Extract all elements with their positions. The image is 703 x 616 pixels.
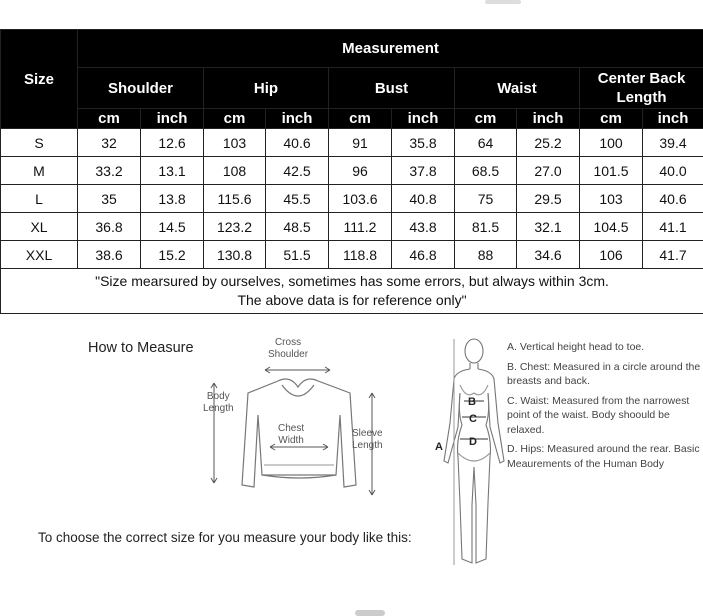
unit-header: cm bbox=[455, 109, 517, 129]
bottom-edge-shadow bbox=[355, 610, 385, 616]
human-body-figure bbox=[430, 333, 505, 578]
value-cell: 25.2 bbox=[517, 129, 580, 157]
value-cell: 41.7 bbox=[643, 241, 703, 269]
value-cell: 88 bbox=[455, 241, 517, 269]
value-cell: 115.6 bbox=[204, 185, 266, 213]
value-cell: 96 bbox=[329, 157, 392, 185]
marker-a: A bbox=[435, 441, 443, 453]
value-cell: 33.2 bbox=[78, 157, 141, 185]
value-cell: 75 bbox=[455, 185, 517, 213]
marker-c: C bbox=[469, 413, 477, 425]
sleeve-length-label: Sleeve Length bbox=[352, 428, 383, 451]
unit-header: cm bbox=[329, 109, 392, 129]
description-a: A. Vertical height head to toe. bbox=[507, 341, 645, 353]
value-cell: 13.1 bbox=[141, 157, 204, 185]
table-row bbox=[1, 129, 703, 157]
value-cell: 27.0 bbox=[517, 157, 580, 185]
value-cell: 81.5 bbox=[455, 213, 517, 241]
value-cell: 35.8 bbox=[392, 129, 455, 157]
unit-header: cm bbox=[580, 109, 643, 129]
value-cell: 40.0 bbox=[643, 157, 703, 185]
measurement-header: Measurement bbox=[78, 30, 703, 68]
value-cell: 36.8 bbox=[78, 213, 141, 241]
value-cell: 14.5 bbox=[141, 213, 204, 241]
group-header-shoulder: Shoulder bbox=[78, 68, 204, 109]
unit-header: cm bbox=[78, 109, 141, 129]
value-cell: 103 bbox=[204, 129, 266, 157]
table-footnote bbox=[1, 269, 703, 314]
group-header-hip: Hip bbox=[204, 68, 329, 109]
value-cell: 35 bbox=[78, 185, 141, 213]
value-cell: 39.4 bbox=[643, 129, 703, 157]
value-cell: 68.5 bbox=[455, 157, 517, 185]
value-cell: 64 bbox=[455, 129, 517, 157]
value-cell: 29.5 bbox=[517, 185, 580, 213]
size-cell: XL bbox=[1, 213, 78, 241]
value-cell: 106 bbox=[580, 241, 643, 269]
marker-b: B bbox=[468, 396, 476, 408]
value-cell: 40.8 bbox=[392, 185, 455, 213]
value-cell: 46.8 bbox=[392, 241, 455, 269]
unit-header: inch bbox=[141, 109, 204, 129]
description-b: B. Chest: Measured in a circle around the breasts and back. bbox=[507, 360, 701, 387]
value-cell: 103.6 bbox=[329, 185, 392, 213]
table-row bbox=[1, 241, 703, 269]
value-cell: 108 bbox=[204, 157, 266, 185]
value-cell: 100 bbox=[580, 129, 643, 157]
size-header: Size bbox=[1, 30, 78, 129]
value-cell: 48.5 bbox=[266, 213, 329, 241]
value-cell: 13.8 bbox=[141, 185, 204, 213]
value-cell: 43.8 bbox=[392, 213, 455, 241]
value-cell: 38.6 bbox=[78, 241, 141, 269]
size-chart-table bbox=[0, 29, 703, 314]
top-edge-shadow bbox=[485, 0, 521, 4]
marker-d: D bbox=[469, 436, 477, 448]
size-cell: M bbox=[1, 157, 78, 185]
unit-header: inch bbox=[517, 109, 580, 129]
table-row bbox=[1, 185, 703, 213]
value-cell: 15.2 bbox=[141, 241, 204, 269]
value-cell: 118.8 bbox=[329, 241, 392, 269]
value-cell: 111.2 bbox=[329, 213, 392, 241]
value-cell: 51.5 bbox=[266, 241, 329, 269]
body-length-label: Body Length bbox=[203, 391, 234, 414]
size-cell: L bbox=[1, 185, 78, 213]
chest-width-label: Chest Width bbox=[278, 423, 305, 446]
table-row bbox=[1, 213, 703, 241]
value-cell: 103 bbox=[580, 185, 643, 213]
value-cell: 91 bbox=[329, 129, 392, 157]
value-cell: 104.5 bbox=[580, 213, 643, 241]
value-cell: 32 bbox=[78, 129, 141, 157]
size-cell: XXL bbox=[1, 241, 78, 269]
size-cell: S bbox=[1, 129, 78, 157]
value-cell: 40.6 bbox=[643, 185, 703, 213]
value-cell: 41.1 bbox=[643, 213, 703, 241]
value-cell: 130.8 bbox=[204, 241, 266, 269]
value-cell: 37.8 bbox=[392, 157, 455, 185]
value-cell: 45.5 bbox=[266, 185, 329, 213]
description-d: D. Hips: Measured around the rear. Basic Meaurements of the Human Body bbox=[507, 443, 700, 470]
unit-header: inch bbox=[392, 109, 455, 129]
unit-header: cm bbox=[204, 109, 266, 129]
value-cell: 34.6 bbox=[517, 241, 580, 269]
footnote-line-2: The above data is for reference only" bbox=[237, 292, 467, 308]
value-cell: 101.5 bbox=[580, 157, 643, 185]
value-cell: 40.6 bbox=[266, 129, 329, 157]
value-cell: 12.6 bbox=[141, 129, 204, 157]
how-to-measure-title: How to Measure bbox=[88, 340, 194, 356]
unit-header: inch bbox=[266, 109, 329, 129]
value-cell: 123.2 bbox=[204, 213, 266, 241]
table-row bbox=[1, 157, 703, 185]
measurement-descriptions bbox=[507, 340, 703, 476]
value-cell: 32.1 bbox=[517, 213, 580, 241]
unit-header: inch bbox=[643, 109, 703, 129]
measure-instruction: To choose the correct size for you measure your body like this: bbox=[38, 530, 412, 545]
value-cell: 42.5 bbox=[266, 157, 329, 185]
footnote-line-1: "Size mearsured by ourselves, sometimes has some errors, but always within 3cm. bbox=[95, 273, 609, 289]
description-c: C. Waist: Measured from the narrowest point of the waist. Body shoould be relaxed. bbox=[507, 394, 690, 436]
group-header-waist: Waist bbox=[455, 68, 580, 109]
group-header-center-back-length: Center Back Length bbox=[580, 68, 703, 109]
group-header-bust: Bust bbox=[329, 68, 455, 109]
cross-shoulder-label: Cross Shoulder bbox=[268, 337, 309, 360]
